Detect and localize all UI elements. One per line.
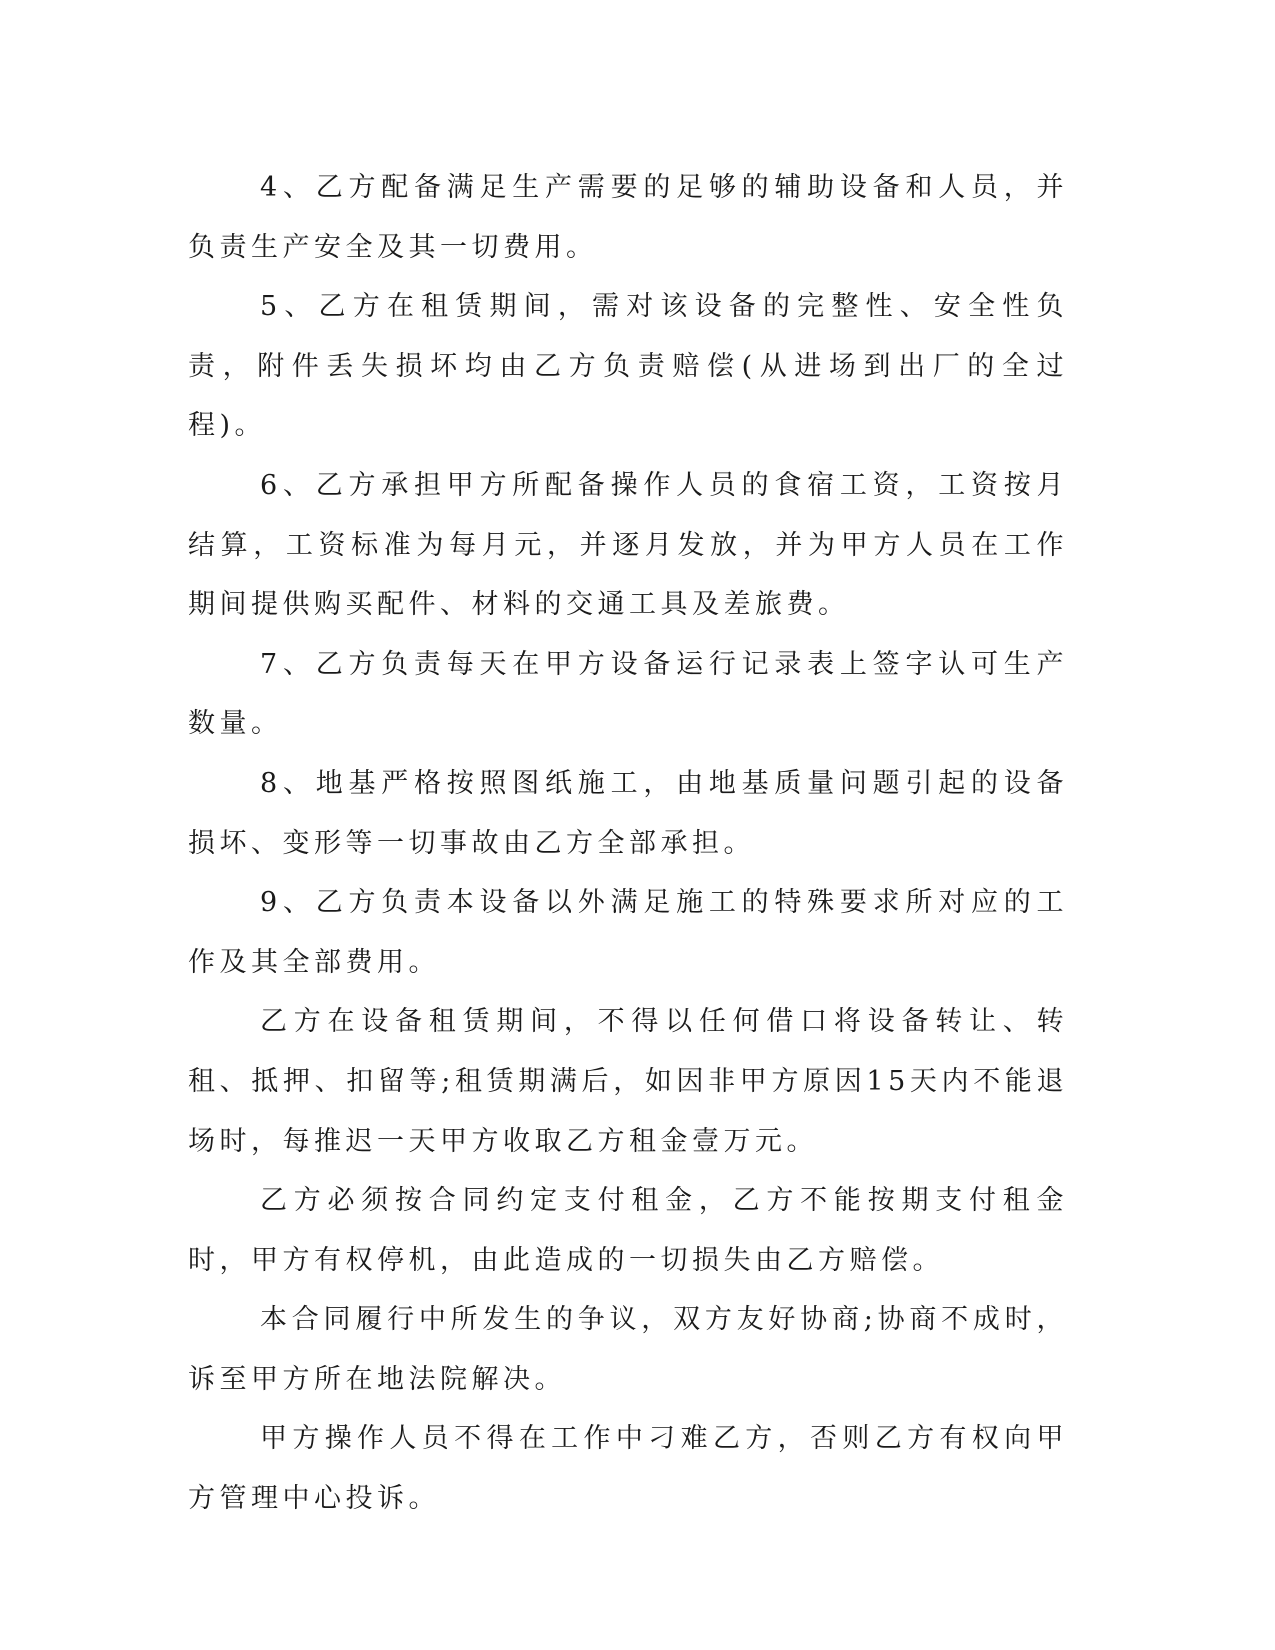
rent-payment-clause: 乙方必须按合同约定支付租金，乙方不能按期支付租金时，甲方有权停机，由此造成的一切损失由乙方赔偿。 bbox=[188, 1185, 1068, 1276]
clause-8: 8、地基严格按照图纸施工，由地基质量问题引起的设备损坏、变形等一切事故由乙方全部承担。 bbox=[188, 767, 1068, 859]
lease-transfer-clause: 乙方在设备租赁期间，不得以任何借口将设备转让、转租、抵押、扣留等;租赁期满后，如因非甲方原因15天内不能退场时，每推迟一天甲方收取乙方租金壹万元。 bbox=[188, 1006, 1068, 1157]
clause-6: 6、乙方承担甲方所配备操作人员的食宿工资，工资按月结算，工资标准为每月元，并逐月发放，并为甲方人员在工作期间提供购买配件、材料的交通工具及差旅费。 bbox=[188, 469, 1068, 621]
complaint-clause: 甲方操作人员不得在工作中刁难乙方，否则乙方有权向甲方管理中心投诉。 bbox=[188, 1423, 1068, 1515]
document-body bbox=[188, 158, 1068, 1529]
dispute-resolution-clause: 本合同履行中所发生的争议，双方友好协商;协商不成时，诉至甲方所在地法院解决。 bbox=[188, 1304, 1068, 1395]
clause-4: 4、乙方配备满足生产需要的足够的辅助设备和人员，并负责生产安全及其一切费用。 bbox=[188, 172, 1068, 263]
clause-7: 7、乙方负责每天在甲方设备运行记录表上签字认可生产数量。 bbox=[188, 648, 1068, 740]
clause-5: 5、乙方在租赁期间，需对该设备的完整性、安全性负责，附件丢失损坏均由乙方负责赔偿(从进场到出厂的全过程)。 bbox=[188, 291, 1068, 442]
clause-9: 9、乙方负责本设备以外满足施工的特殊要求所对应的工作及其全部费用。 bbox=[188, 887, 1068, 978]
